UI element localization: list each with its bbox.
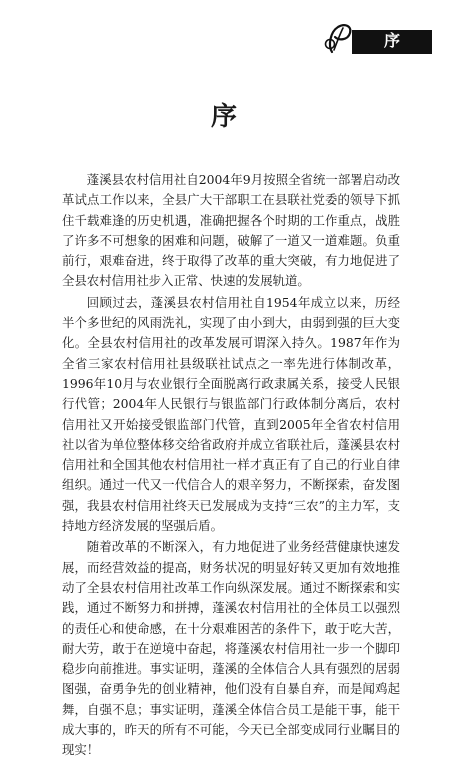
paragraph: 回顾过去，蓬溪县农村信用社自1954年成立以来，历经半个多世纪的风雨洗礼，实现了由小到大，由弱到强的巨大变化。全县农村信用社的改革发展可谓深入持久。1987年作为全省三家农村信用社县级联社试点之一率先进行体制改革，1996年10月与农业银行全面脱离行政隶属关系，接受人民银行代管；2004年人民银行与银监部门行政体制分离后，农村信用社又开始接受银监部门代管，直到2005年全省农村信用社以省为单位整体移交给省政府并成立省联社后，蓬溪县农村信用社和全国其他农村信用社一样才真正有了自己的行业自律组织。通过一代又一代信合人的艰辛努力，不断探索，奋发图强，我县农村信用社终天已发展成为支持“三农”的主力军，支持地方经济发展的坚强后盾。 (62, 294, 400, 534)
header-label: 序 (384, 31, 401, 50)
preface-body (62, 170, 400, 761)
paragraph: 随着改革的不断深入，有力地促进了业务经营健康快速发展，而经营效益的提高，财务状况的明显好转又更加有效地推动了全县农村信用社改革工作向纵深发展。通过不断探索和实践，通过不断努力和拼搏，蓬溪农村信用社的全体员工以强烈的责任心和使命感，在十分艰难困苦的条件下，敢于吃大苦，耐大劳，敢于在逆境中奋起，将蓬溪农村信用社一步一个脚印稳步向前推进。事实证明，蓬溪的全体信合人具有强烈的居弱图强，奋勇争先的创业精神，他们没有自暴自弃，而是闻鸡起舞，自强不息；事实证明，蓬溪全体信合员工是能干事，能干成大事的，昨天的所有不可能，今天已全部变成同行业瞩目的现实！ (62, 539, 400, 758)
page-title: 序 (210, 102, 239, 132)
chapter-header (318, 22, 450, 54)
paragraph: 蓬溪县农村信用社自2004年9月按照全省统一部署启动改革试点工作以来，全县广大干部职工在县联社党委的领导下抓住千载难逢的历史机遇，准确把握各个时期的工作重点，战胜了许多不可想象的困难和问题，破解了一道又一道难题。负重前行，艰难奋进，终于取得了改革的重大突破，有力地促进了全县农村信用社步入正常、快速的发展轨道。 (62, 172, 400, 289)
